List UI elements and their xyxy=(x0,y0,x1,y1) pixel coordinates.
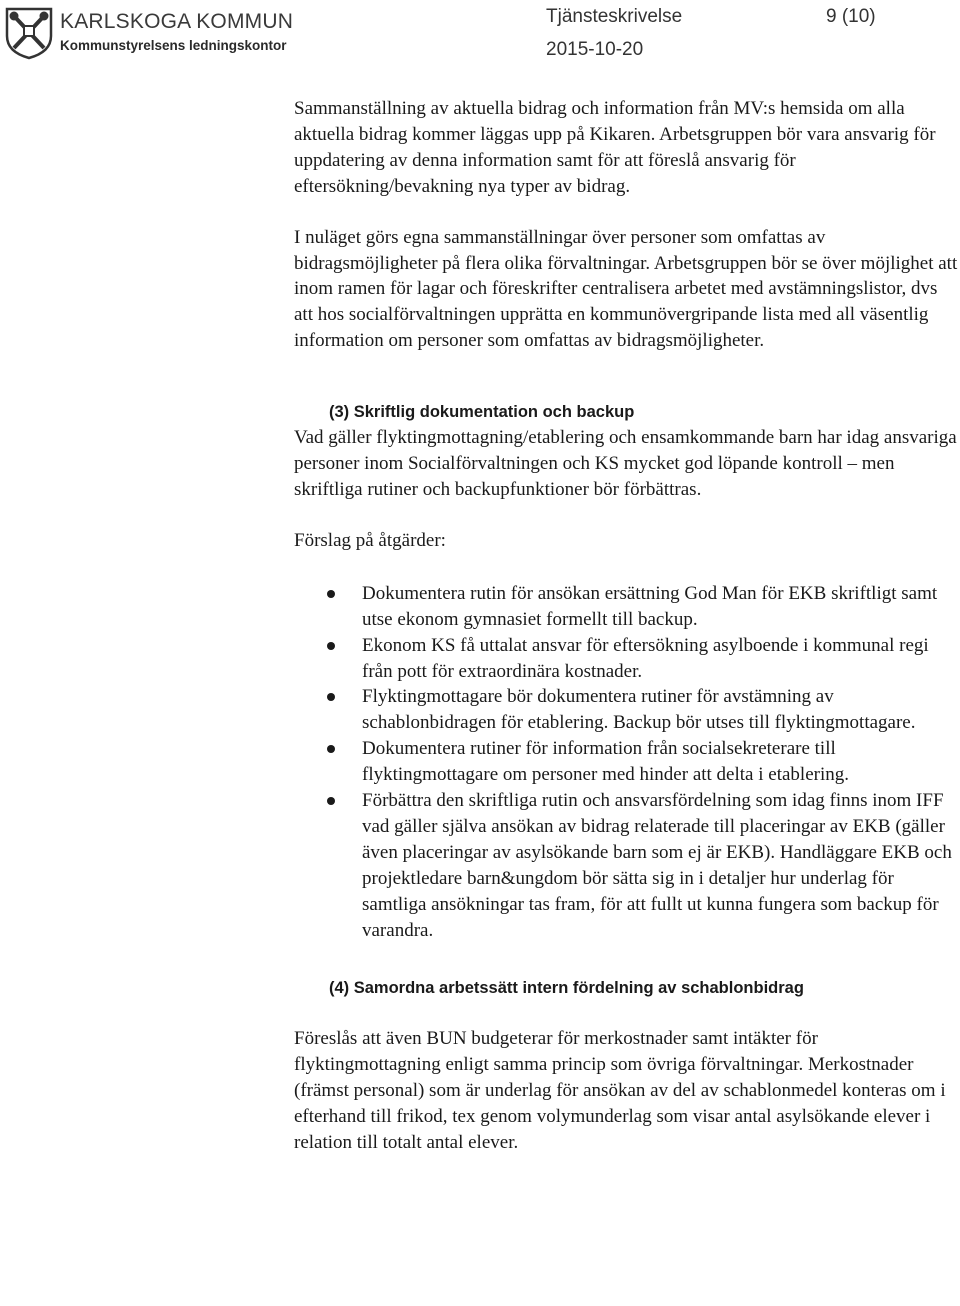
paragraph-schablonbidrag: Föreslås att även BUN budgeterar för merkostnader samt intäkter för flyktingmottagning enligt samma princip som övriga förvaltningar. Merkostnader (främst personal) som är underlag för ansökan av del av schablonmedel konteras om i efterhand till frikod, tex genom volymunderlag som visar antal asylsökande elever i relation till totalt antal elever. xyxy=(294,1028,946,1154)
bullet-icon xyxy=(327,797,335,805)
list-item xyxy=(294,736,958,788)
list-item-text: Förbättra den skriftliga rutin och ansvarsfördelning som idag finns inom IFF vad gäller själva ansökan av bidrag relaterade till placeringar av EKB (gäller även placeringar av asylsökande barn som ej är EKB). Handläggare EKB och projektledare barn&ungdom bör sätta sig in i detaljer hur underlag för samtliga ansökningar tas fram, för att fullt ut kunna fungera som backup för varandra. xyxy=(362,790,952,941)
document-type: Tjänsteskrivelse xyxy=(546,6,683,27)
coat-of-arms-icon xyxy=(4,6,54,60)
bullet-icon xyxy=(327,745,335,753)
list-item-text: Dokumentera rutiner för information från socialsekreterare till flyktingmottagare om personer med hinder att delta i etablering. xyxy=(362,738,849,786)
list-item xyxy=(294,788,958,943)
org-subtitle: Kommunstyrelsens ledningskontor xyxy=(60,38,287,53)
section-heading-4: (4) Samordna arbetssätt intern fördelning av schablonbidrag xyxy=(329,979,804,998)
list-item-text: Flyktingmottagare bör dokumentera rutiner för avstämning av schablonbidragen för etablering. Backup bör utses till flyktingmottagare. xyxy=(362,686,916,734)
list-item xyxy=(294,633,958,685)
proposals-label: Förslag på åtgärder: xyxy=(294,529,446,551)
section-heading-3: (3) Skriftlig dokumentation och backup xyxy=(329,403,635,422)
page-number: 9 (10) xyxy=(826,6,876,27)
paragraph-sammanstallningar: I nuläget görs egna sammanställningar över personer som omfattas av bidragsmöjligheter på flera olika förvaltningar. Arbetsgruppen bör se över möjlighet att inom ramen för lagar och föreskrifter centralisera arbetet med avstämningslistor, dvs att hos socialförvaltningen upprätta en kommunövergripande lista med all väsentlig information om personer som omfattas av bidragsmöjligheter. xyxy=(294,226,958,352)
document-date: 2015-10-20 xyxy=(546,39,644,60)
org-name: KARLSKOGA KOMMUN xyxy=(60,10,294,33)
list-item xyxy=(294,581,958,633)
proposals-list xyxy=(294,581,958,944)
paragraph-dokumentation: Vad gäller flyktingmottagning/etablering och ensamkommande barn har idag ansvariga personer inom Socialförvaltningen och KS mycket god löpande kontroll – men skriftliga rutiner och backupfunktioner bör förbättras. xyxy=(294,427,957,500)
list-item-text: Ekonom KS få uttalat ansvar för eftersökning asylboende i kommunal regi från pott för extraordinära kostnader. xyxy=(362,634,929,682)
bullet-icon xyxy=(327,693,335,701)
list-item-text: Dokumentera rutin för ansökan ersättning God Man för EKB skriftligt samt utse ekonom gymnasiet formellt till backup. xyxy=(362,582,938,630)
bullet-icon xyxy=(327,590,335,598)
document-body xyxy=(294,96,958,1156)
bullet-icon xyxy=(327,642,335,650)
page-header xyxy=(0,0,960,70)
municipality-logo xyxy=(4,6,294,60)
list-item xyxy=(294,684,958,736)
paragraph-bidrag-info: Sammanställning av aktuella bidrag och information från MV:s hemsida om alla aktuella bidrag kommer läggas upp på Kikaren. Arbetsgruppen bör vara ansvarig för uppdatering av denna information samt för att föreslå ansvarig för eftersökning/bevakning nya typer av bidrag. xyxy=(294,98,936,197)
